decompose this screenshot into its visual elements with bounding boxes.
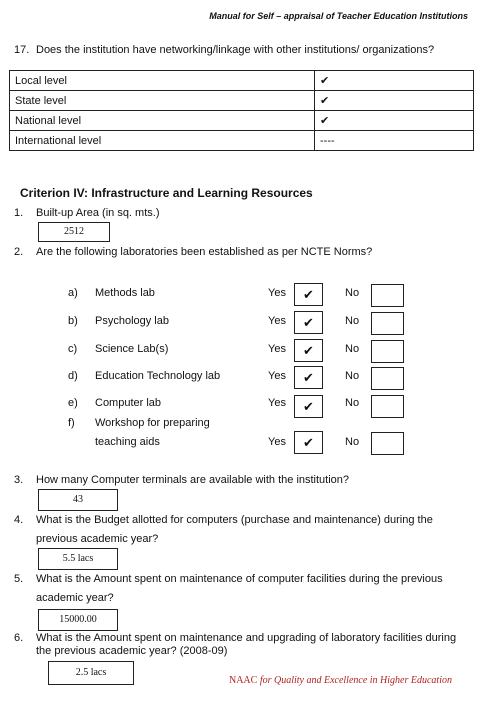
no-checkbox[interactable] — [371, 432, 404, 455]
question-number: 6. — [14, 632, 24, 644]
table-row — [10, 111, 474, 131]
no-checkbox[interactable] — [371, 395, 404, 418]
question-number: 4. — [14, 514, 24, 526]
no-checkbox[interactable] — [371, 340, 404, 363]
lab-name: Science Lab(s) — [95, 343, 169, 355]
question-number: 5. — [14, 573, 24, 585]
yes-checkbox[interactable]: ✔ — [294, 366, 323, 389]
table-row — [10, 91, 474, 111]
no-label: No — [345, 397, 360, 409]
question-5 — [14, 573, 443, 585]
yes-label: Yes — [268, 370, 286, 382]
question-number: 1. — [14, 207, 24, 219]
row-value: ✔ — [315, 91, 474, 111]
row-value: ✔ — [315, 111, 474, 131]
lab-name: Psychology lab — [95, 315, 169, 327]
no-checkbox[interactable] — [371, 367, 404, 390]
yes-label: Yes — [268, 397, 286, 409]
question-3 — [14, 474, 349, 486]
answer-field[interactable]: 43 — [38, 489, 118, 511]
lab-letter: c) — [68, 343, 78, 355]
question-text: What is the Amount spent on maintenance and upgrading of laboratory facilities during — [36, 632, 457, 644]
yes-checkbox[interactable]: ✔ — [294, 283, 323, 306]
no-label: No — [345, 436, 360, 448]
yes-checkbox[interactable]: ✔ — [294, 431, 323, 454]
yes-label: Yes — [268, 315, 286, 327]
question-17 — [14, 44, 434, 56]
lab-letter: a) — [68, 287, 78, 299]
page-header: Manual for Self – appraisal of Teacher Education Institutions — [209, 11, 468, 21]
question-6 — [14, 632, 456, 644]
answer-field[interactable]: 15000.00 — [38, 609, 118, 631]
question-4-continued: previous academic year? — [36, 533, 159, 545]
row-label: Local level — [10, 71, 315, 91]
question-text: How many Computer terminals are available with the institution? — [36, 474, 350, 486]
row-value: ---- — [315, 131, 474, 151]
lab-letter: e) — [68, 397, 78, 409]
criterion-heading: Criterion IV: Infrastructure and Learning Resources — [20, 186, 313, 200]
question-4 — [14, 514, 433, 526]
row-label: State level — [10, 91, 315, 111]
row-value: ✔ — [315, 71, 474, 91]
lab-letter: f) — [68, 417, 75, 429]
question-6-continued: the previous academic year? (2008-09) — [36, 645, 228, 657]
no-label: No — [345, 370, 360, 382]
lab-name: Education Technology lab — [95, 370, 221, 382]
answer-field[interactable]: 2512 — [38, 222, 110, 242]
lab-letter: d) — [68, 370, 78, 382]
question-text: Are the following laboratories been established as per NCTE Norms? — [36, 246, 373, 258]
no-label: No — [345, 287, 360, 299]
question-2 — [14, 246, 372, 258]
lab-letter: b) — [68, 315, 78, 327]
lab-name: Computer lab — [95, 397, 162, 409]
yes-label: Yes — [268, 343, 286, 355]
table-row — [10, 131, 474, 151]
answer-field[interactable]: 2.5 lacs — [48, 661, 134, 685]
no-checkbox[interactable] — [371, 284, 404, 307]
no-checkbox[interactable] — [371, 312, 404, 335]
yes-checkbox[interactable]: ✔ — [294, 339, 323, 362]
question-number: 3. — [14, 474, 24, 486]
row-label: National level — [10, 111, 315, 131]
networking-table — [9, 70, 474, 151]
question-number: 17. — [14, 44, 30, 56]
question-1 — [14, 207, 160, 219]
question-text: What is the Amount spent on maintenance of computer facilities during the previous — [36, 573, 443, 585]
naac-label: NAAC — [228, 675, 258, 686]
lab-name: Methods lab — [95, 287, 155, 299]
answer-field[interactable]: 5.5 lacs — [38, 548, 118, 570]
question-number: 2. — [14, 246, 24, 258]
page-footer — [229, 675, 452, 686]
row-label: International level — [10, 131, 315, 151]
table-row — [10, 71, 474, 91]
question-text: What is the Budget allotted for computers (purchase and maintenance) during the — [36, 514, 433, 526]
yes-label: Yes — [268, 436, 286, 448]
question-5-continued: academic year? — [36, 592, 114, 604]
footer-tagline: for Quality and Excellence in Higher Education — [259, 675, 452, 686]
yes-checkbox[interactable]: ✔ — [294, 311, 323, 334]
lab-name-continued: teaching aids — [95, 436, 160, 448]
question-text: Built-up Area (in sq. mts.) — [36, 207, 160, 219]
lab-name: Workshop for preparing — [95, 417, 210, 429]
question-text: Does the institution have networking/linkage with other institutions/ organizations? — [36, 44, 435, 56]
no-label: No — [345, 315, 360, 327]
no-label: No — [345, 343, 360, 355]
yes-checkbox[interactable]: ✔ — [294, 395, 323, 418]
yes-label: Yes — [268, 287, 286, 299]
